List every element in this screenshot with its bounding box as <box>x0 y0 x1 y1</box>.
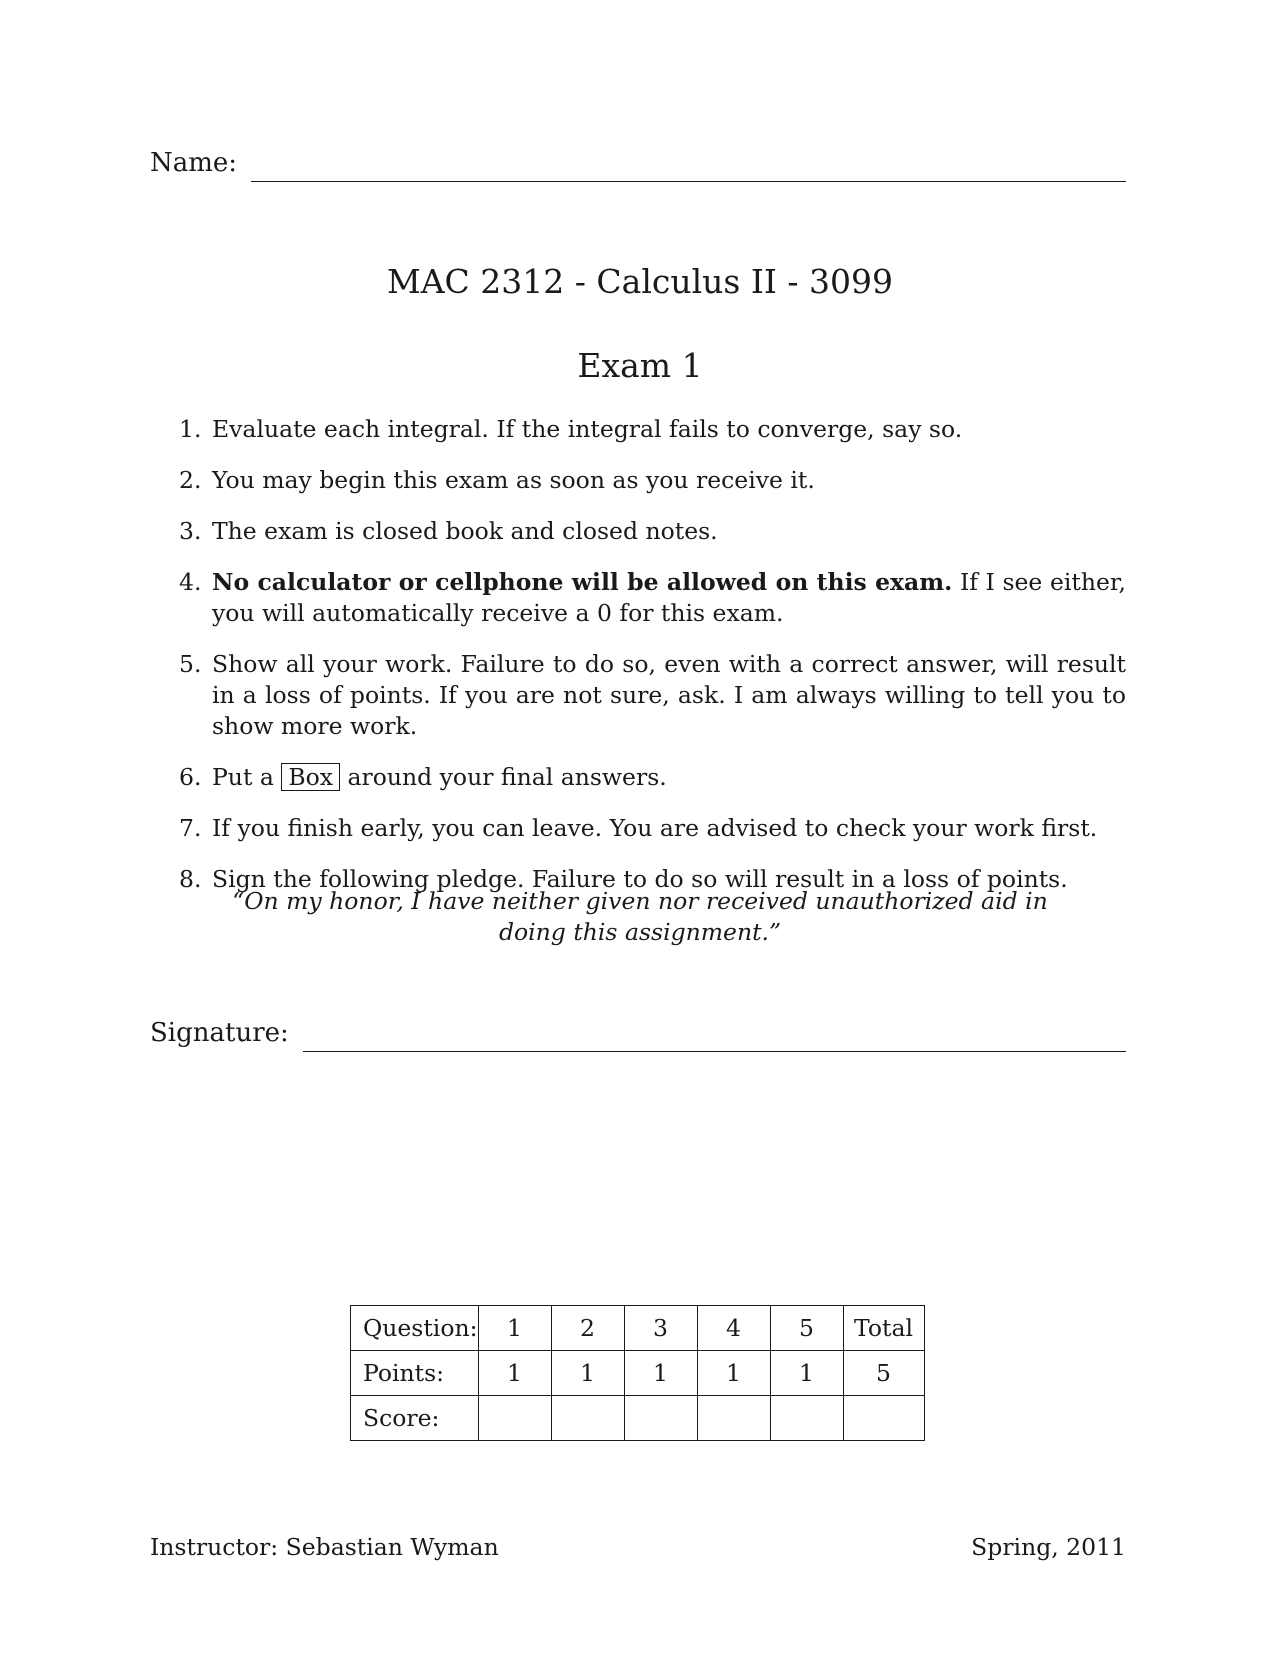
instruction-bold-text: No calculator or cellphone will be allowed on this exam. <box>212 568 953 596</box>
points-cell: 1 <box>478 1351 551 1396</box>
term-label: Spring, 2011 <box>971 1533 1126 1561</box>
instruction-number: 7. <box>179 814 202 842</box>
instruction-text: If you finish early, you can leave. You are advised to check your work first. <box>212 814 1098 842</box>
score-cell-total[interactable] <box>843 1396 924 1441</box>
instructor-name: Instructor: Sebastian Wyman <box>150 1533 499 1561</box>
instruction-text: If I see either, you will automatically receive a 0 for this exam. <box>212 568 1126 627</box>
table-row <box>351 1306 925 1351</box>
signature-field-row <box>150 1020 1126 1046</box>
instruction-item <box>160 414 1126 445</box>
score-table <box>350 1305 925 1441</box>
signature-line[interactable] <box>303 1050 1126 1052</box>
question-cell: 4 <box>697 1306 770 1351</box>
score-cell[interactable] <box>478 1396 551 1441</box>
instruction-item <box>160 649 1126 742</box>
exam-title: Exam 1 <box>577 346 703 385</box>
course-title: MAC 2312 - Calculus II - 3099 <box>386 262 894 301</box>
points-cell-total: 5 <box>843 1351 924 1396</box>
score-cell[interactable] <box>551 1396 624 1441</box>
instruction-item <box>160 762 1126 793</box>
question-cell: 5 <box>770 1306 843 1351</box>
instruction-item <box>160 813 1126 844</box>
instruction-text: Show all your work. Failure to do so, even with a correct answer, will result in a loss of points. If you are not sure, ask. I am always willing to tell you to show more work. <box>212 650 1126 740</box>
points-cell: 1 <box>624 1351 697 1396</box>
instruction-item <box>160 516 1126 547</box>
instruction-number: 1. <box>179 415 202 443</box>
boxed-word: Box <box>281 763 340 791</box>
question-cell: 3 <box>624 1306 697 1351</box>
instruction-text: The exam is closed book and closed notes. <box>212 517 718 545</box>
question-header: Question: <box>351 1306 479 1351</box>
table-row <box>351 1351 925 1396</box>
instruction-text-after: around your final answers. <box>340 763 667 791</box>
instruction-text: Sign the following pledge. Failure to do so will result in a loss of points. <box>212 865 1068 893</box>
instructions-list <box>160 414 1126 915</box>
score-header: Score: <box>351 1396 479 1441</box>
instruction-text-before: Put a <box>212 763 282 791</box>
instruction-number: 6. <box>179 763 202 791</box>
points-header: Points: <box>351 1351 479 1396</box>
instruction-number: 3. <box>179 517 202 545</box>
points-cell: 1 <box>697 1351 770 1396</box>
points-cell: 1 <box>551 1351 624 1396</box>
question-cell: 2 <box>551 1306 624 1351</box>
question-cell: 1 <box>478 1306 551 1351</box>
score-cell[interactable] <box>770 1396 843 1441</box>
name-label: Name: <box>150 148 238 178</box>
points-cell: 1 <box>770 1351 843 1396</box>
instruction-item <box>160 465 1126 496</box>
instruction-number: 5. <box>179 650 202 678</box>
name-field-row <box>150 150 1126 176</box>
instruction-text: Evaluate each integral. If the integral fails to converge, say so. <box>212 415 963 443</box>
instruction-number: 2. <box>179 466 202 494</box>
instruction-text: You may begin this exam as soon as you receive it. <box>212 466 815 494</box>
score-cell[interactable] <box>624 1396 697 1441</box>
name-line[interactable] <box>251 180 1126 182</box>
honor-pledge: “On my honor, I have neither given nor received unauthorized aid in doing this assignment.” <box>232 887 1048 946</box>
signature-label: Signature: <box>150 1018 289 1048</box>
instruction-item <box>160 567 1126 629</box>
question-cell-total: Total <box>843 1306 924 1351</box>
instruction-number: 8. <box>179 865 202 893</box>
instruction-number: 4. <box>179 568 202 596</box>
table-row <box>351 1396 925 1441</box>
score-cell[interactable] <box>697 1396 770 1441</box>
